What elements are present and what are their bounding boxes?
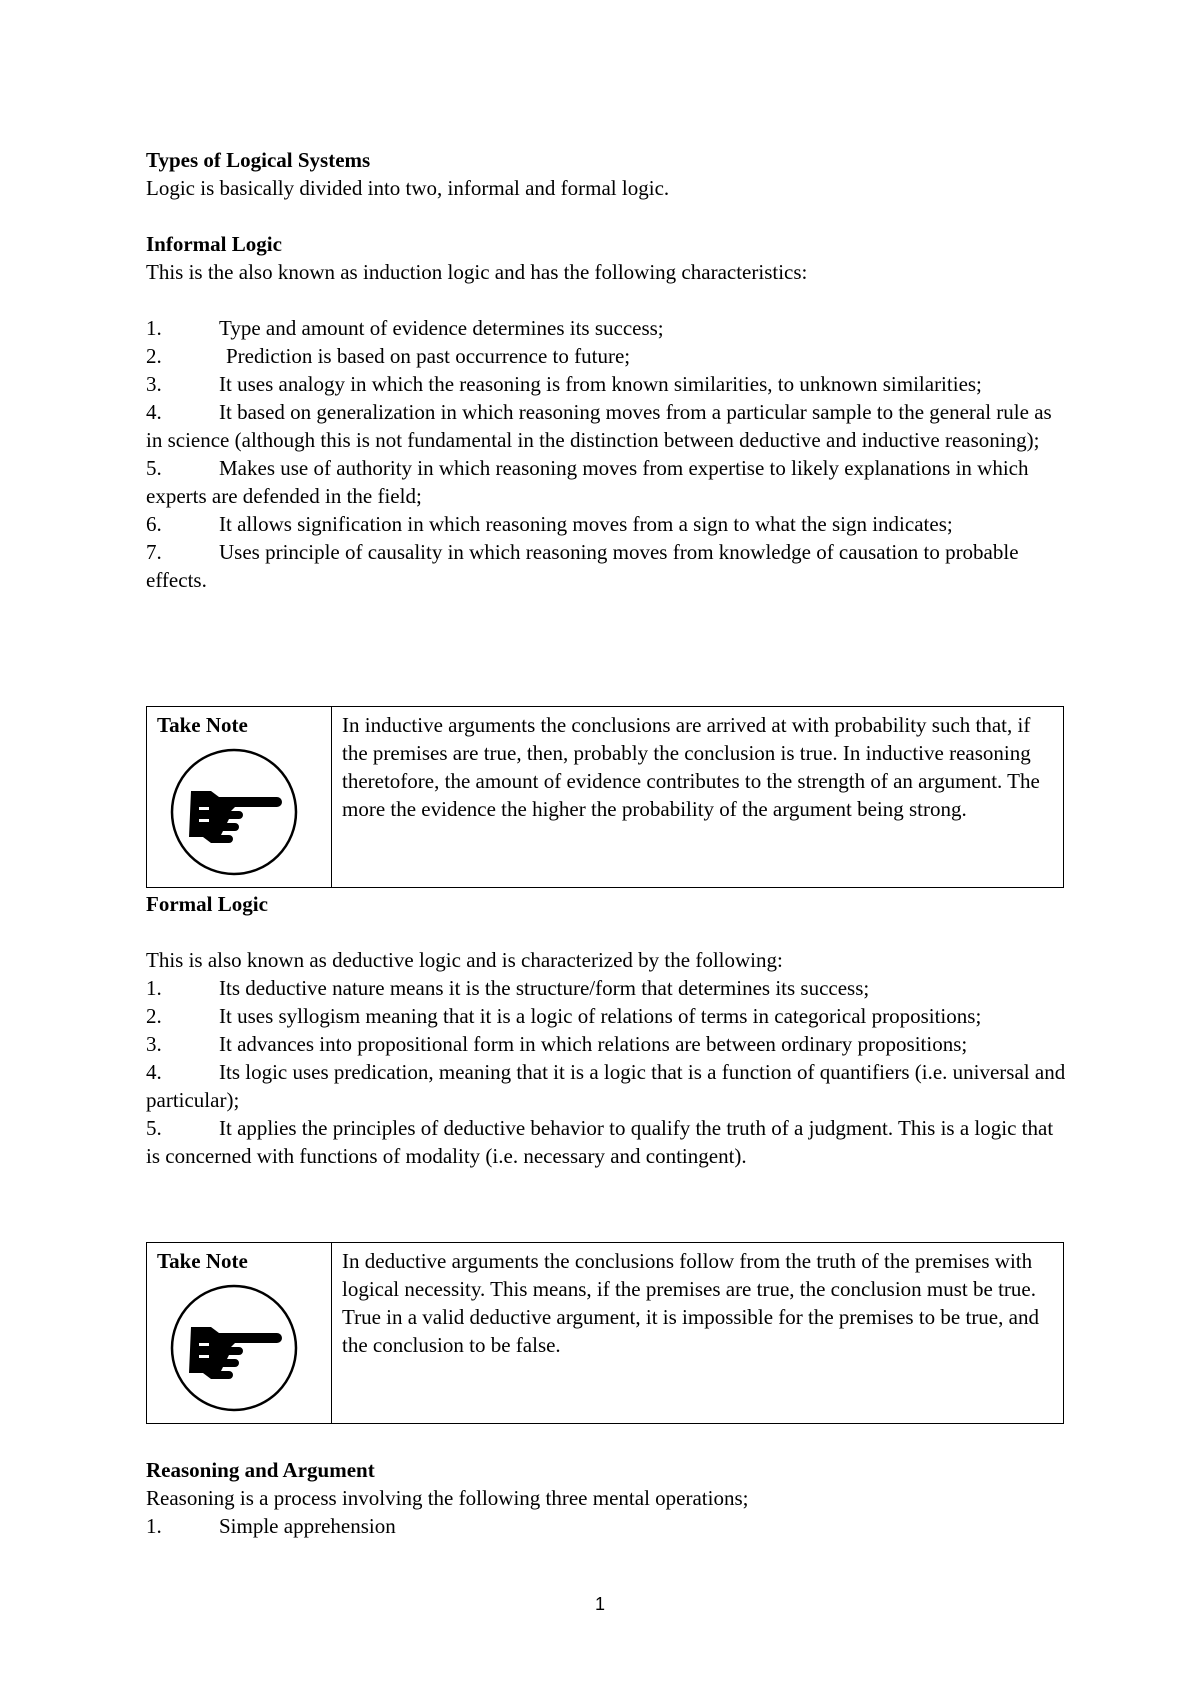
paragraph: Logic is basically divided into two, informal and formal logic. [146,176,670,200]
list-item: 7. Uses principle of causality in which reasoning moves from knowledge of causation to probable effects. [146,540,1019,592]
section-heading: Informal Logic [146,232,282,256]
take-note-text: In inductive arguments the conclusions are arrived at with probability such that, if the premises are true, then, probably the conclusion is true. In inductive reasoning theretofore, the amount of evidence contributes to the strength of an argument. The more the evidence the higher the probability of the argument being strong. [342,713,1040,821]
pointing-hand-icon [169,747,299,877]
pointing-hand-icon [169,1283,299,1413]
list-item: 1. Its deductive nature means it is the structure/form that determines its success; [146,976,870,1000]
section-heading: Types of Logical Systems [146,148,371,172]
formal-logic-section [146,890,1066,1170]
list-item: 5. Makes use of authority in which reasoning moves from expertise to likely explanations in which experts are defended in the field; [146,456,1029,508]
take-note-box [146,706,1064,888]
take-note-label-cell [147,707,332,887]
list-item: 5. It applies the principles of deductive behavior to qualify the truth of a judgment. This is a logic that is concerned with functions of modality (i.e. necessary and contingent). [146,1116,1054,1168]
section-heading: Formal Logic [146,892,268,916]
list-item: 4. Its logic uses predication, meaning that it is a logic that is a function of quantifiers (i.e. universal and particular); [146,1060,1066,1112]
take-note-text-cell [332,1243,1063,1423]
take-note-label: Take Note [157,713,248,737]
list-item: 3. It advances into propositional form in which relations are between ordinary propositions; [146,1032,968,1056]
paragraph: This is the also known as induction logic and has the following characteristics: [146,260,808,284]
take-note-text-cell [332,707,1063,887]
paragraph: This is also known as deductive logic and is characterized by the following: [146,948,783,972]
list-item: 2. Prediction is based on past occurrence to future; [146,344,631,368]
paragraph: Reasoning is a process involving the following three mental operations; [146,1486,749,1510]
informal-logic-section [146,230,1066,594]
take-note-text: In deductive arguments the conclusions follow from the truth of the premises with logical necessity. This means, if the premises are true, the conclusion must be true. True in a valid deductive argument, it is impossible for the premises to be true, and the conclusion to be false. [342,1249,1039,1357]
list-item: 6. It allows signification in which reasoning moves from a sign to what the sign indicates; [146,512,953,536]
list-item: 3. It uses analogy in which the reasoning is from known similarities, to unknown similarities; [146,372,982,396]
page-number: 1 [594,1594,605,1614]
reasoning-section [146,1456,1066,1540]
list-item: 2. It uses syllogism meaning that it is a logic of relations of terms in categorical propositions; [146,1004,982,1028]
list-item: 1. Type and amount of evidence determines its success; [146,316,664,340]
take-note-label-cell [147,1243,332,1423]
types-section [146,146,1066,202]
take-note-box [146,1242,1064,1424]
list-item: 4. It based on generalization in which reasoning moves from a particular sample to the general rule as in science (although this is not fundamental in the distinction between deductive and inductive reasoning); [146,400,1052,452]
take-note-label: Take Note [157,1249,248,1273]
list-item: 1. Simple apprehension [146,1514,396,1538]
section-heading: Reasoning and Argument [146,1458,375,1482]
